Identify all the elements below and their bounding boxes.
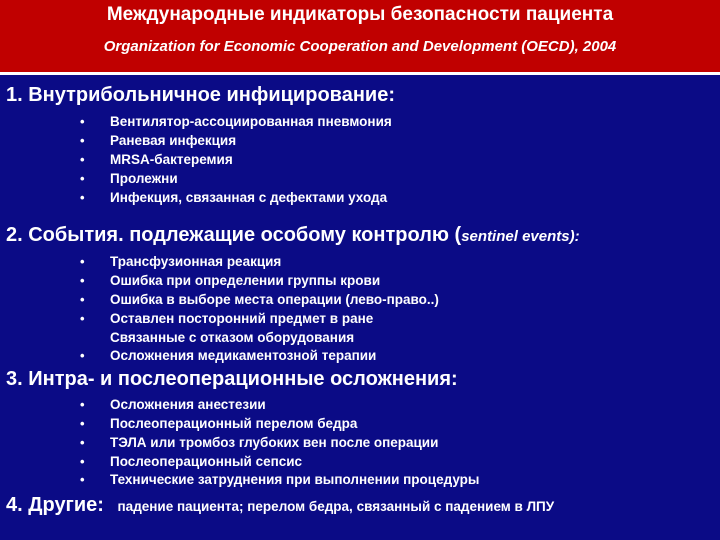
- list-item: Трансфузионная реакция: [110, 254, 282, 269]
- section-4-heading-text: 4. Другие:: [6, 494, 104, 516]
- bullet-icon: •: [80, 348, 85, 363]
- section-4-inline-text: падение пациента; перелом бедра, связанный с падением в ЛПУ: [117, 499, 555, 514]
- bullet-icon: •: [80, 273, 85, 288]
- list-item: Осложнения анестезии: [110, 397, 266, 412]
- slide-title: Международные индикаторы безопасности пациента: [106, 4, 614, 25]
- slide-subtitle: Organization for Economic Cooperation and Development (OECD), 2004: [103, 38, 617, 55]
- section-2-heading-text: 2. События. подлежащие особому контролю (: [6, 224, 462, 246]
- list-item: Ошибка в выборе места операции (лево-право..): [110, 292, 439, 307]
- list-item: MRSA-бактеремия: [110, 152, 233, 167]
- section-2-heading-note: sentinel events):: [461, 228, 580, 245]
- bullet-icon: •: [80, 171, 85, 186]
- bullet-icon: •: [80, 133, 85, 148]
- bullet-icon: •: [80, 454, 85, 469]
- title-banner: [0, 0, 720, 72]
- bullet-icon: •: [80, 254, 85, 269]
- list-item: Инфекция, связанная с дефектами ухода: [110, 190, 388, 205]
- list-item: Послеоперационный перелом бедра: [110, 416, 358, 431]
- section-4-heading: [6, 494, 554, 517]
- bullet-icon: •: [80, 152, 85, 167]
- section-2-heading: [6, 224, 580, 247]
- list-item: Оставлен посторонний предмет в ране: [110, 311, 374, 326]
- list-item: Раневая инфекция: [110, 133, 237, 148]
- bullet-icon: •: [80, 472, 85, 487]
- section-1-heading: 1. Внутрибольничное инфицирование:: [6, 84, 395, 106]
- list-item: Осложнения медикаментозной терапии: [110, 348, 377, 363]
- bullet-icon: •: [80, 435, 85, 450]
- list-item: Технические затруднения при выполнении процедуры: [110, 472, 480, 487]
- bullet-icon: •: [80, 190, 85, 205]
- list-item: Связанные с отказом оборудования: [110, 330, 355, 345]
- list-item: Ошибка при определении группы крови: [110, 273, 381, 288]
- list-item: Вентилятор-ассоциированная пневмония: [110, 114, 392, 129]
- bullet-icon: •: [80, 114, 85, 129]
- header-divider: [0, 72, 720, 75]
- bullet-icon: •: [80, 397, 85, 412]
- section-3-heading: 3. Интра- и послеоперационные осложнения:: [6, 368, 458, 390]
- bullet-icon: •: [80, 311, 85, 326]
- list-item: Пролежни: [110, 171, 178, 186]
- bullet-icon: •: [80, 292, 85, 307]
- list-item: Послеоперационный сепсис: [110, 454, 303, 469]
- bullet-icon: •: [80, 416, 85, 431]
- list-item: ТЭЛА или тромбоз глубоких вен после операции: [110, 435, 439, 450]
